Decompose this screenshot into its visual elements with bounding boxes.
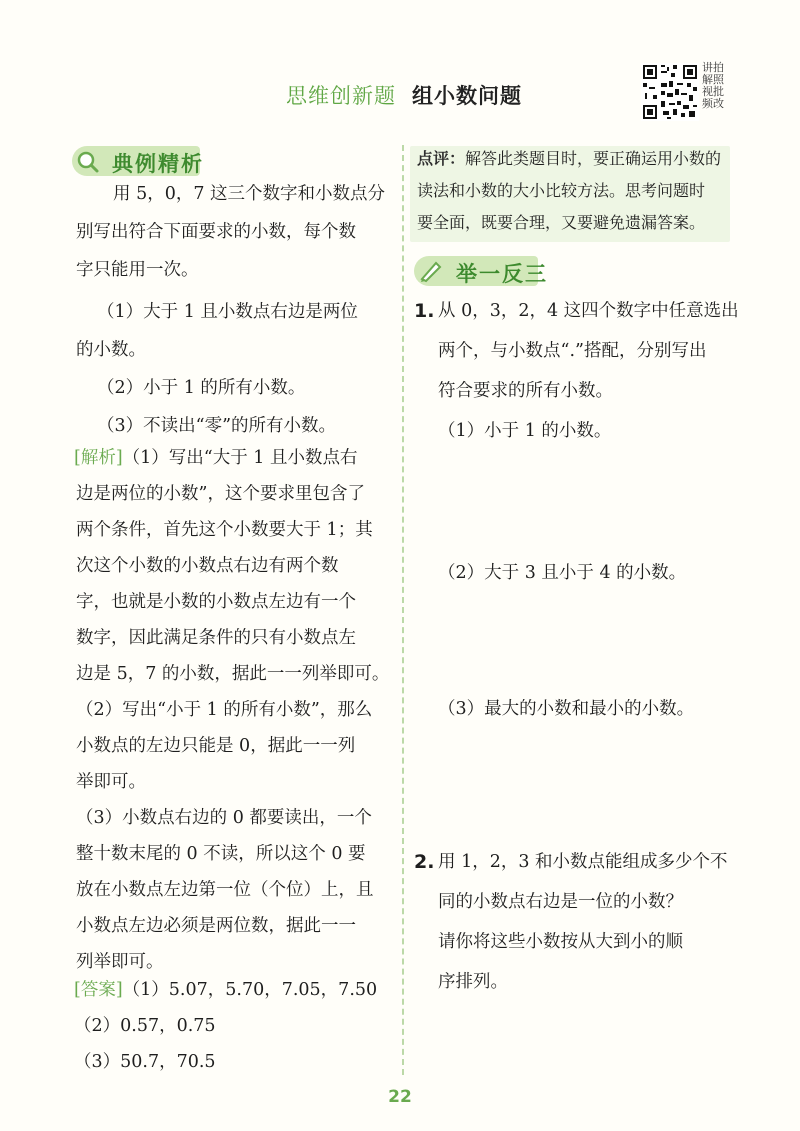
analysis-tag: [解析] [74, 448, 123, 468]
qr-code-icon[interactable] [641, 63, 699, 121]
analysis-line: 两个条件，首先这个小数要大于 1；其 [76, 520, 373, 540]
analysis-line: 小数点的左边只能是 0，据此一一列 [76, 736, 356, 756]
q2-line: 用 1，2，3 和小数点能组成多少个不 [438, 852, 728, 872]
practice-heading: 举一反三 [456, 262, 548, 286]
q1-line: 从 0，3，2，4 这四个数字中任意选出 [438, 301, 739, 321]
analysis-line: （2）写出“小于 1 的所有小数”，那么 [76, 700, 373, 720]
analysis-line: 边是两位的小数”，这个要求里包含了 [76, 484, 365, 504]
question-1-number: 1. [414, 300, 435, 322]
q1-part: （3）最大的小数和最小的小数。 [438, 699, 695, 719]
page-number: 22 [388, 1087, 412, 1107]
analysis-line: 数字，因此满足条件的只有小数点左 [76, 628, 356, 648]
qr-label: 讲 拍 解 照 视 批 频 改 [702, 61, 724, 110]
analysis-line: 列举即可。 [76, 952, 164, 972]
answer-tag: [答案] [74, 980, 123, 1000]
magnifier-icon [76, 150, 100, 174]
analysis-line: 整十数末尾的 0 不读，所以这个 0 要 [76, 844, 366, 864]
problem-line: 字只能用一次。 [76, 260, 199, 280]
condition-line: 的小数。 [76, 340, 146, 360]
q1-part: （2）大于 3 且小于 4 的小数。 [438, 563, 687, 583]
q1-part: （1）小于 1 的小数。 [438, 421, 612, 441]
answer-line: （2）0.57，0.75 [74, 1016, 216, 1036]
comment-line: 读法和小数的大小比较方法。思考问题时 [417, 181, 706, 200]
answer-line: （3）50.7，70.5 [74, 1052, 216, 1072]
condition-line: （1）大于 1 且小数点右边是两位 [97, 302, 358, 322]
analysis-line: 放在小数点左边第一位（个位）上，且 [76, 880, 374, 900]
header-category: 思维创新题 [286, 84, 396, 108]
example-heading: 典例精析 [112, 152, 204, 176]
column-divider [402, 145, 404, 1075]
q2-line: 请你将这些小数按从大到小的顺 [438, 932, 683, 952]
condition-line: （2）小于 1 的所有小数。 [97, 378, 306, 398]
q1-line: 符合要求的所有小数。 [438, 381, 613, 401]
analysis-line: 字，也就是小数的小数点左边有一个 [76, 592, 356, 612]
comment-tag: 点评： [417, 149, 466, 168]
question-2-number: 2. [414, 851, 435, 873]
analysis-line-1: [解析]（1）写出“大于 1 且小数点右 [74, 448, 358, 468]
analysis-line: 举即可。 [76, 772, 146, 792]
analysis-line: 小数点左边必须是两位数，据此一一 [76, 916, 356, 936]
analysis-line: （3）小数点右边的 0 都要读出，一个 [76, 808, 372, 828]
comment-line: 要全面，既要合理，又要避免遗漏答案。 [417, 213, 706, 232]
problem-line: 别写出符合下面要求的小数，每个数 [76, 222, 356, 242]
q2-line: 序排列。 [438, 972, 508, 992]
answer-line: [答案]（1）5.07，5.70，7.05，7.50 [74, 980, 378, 1000]
condition-line: （3）不读出“零”的所有小数。 [97, 416, 337, 436]
pencil-icon [418, 259, 444, 283]
q2-line: 同的小数点右边是一位的小数？ [438, 892, 683, 912]
q1-line: 两个，与小数点“.”搭配，分别写出 [438, 341, 707, 361]
comment-line-1: 点评：解答此类题目时，要正确运用小数的 [417, 149, 722, 168]
analysis-line: 次这个小数的小数点右边有两个数 [76, 556, 339, 576]
header-title: 组小数问题 [412, 84, 522, 108]
analysis-line: 边是 5，7 的小数，据此一一列举即可。 [76, 664, 390, 684]
problem-line: 用 5，0，7 这三个数字和小数点分 [113, 184, 386, 204]
